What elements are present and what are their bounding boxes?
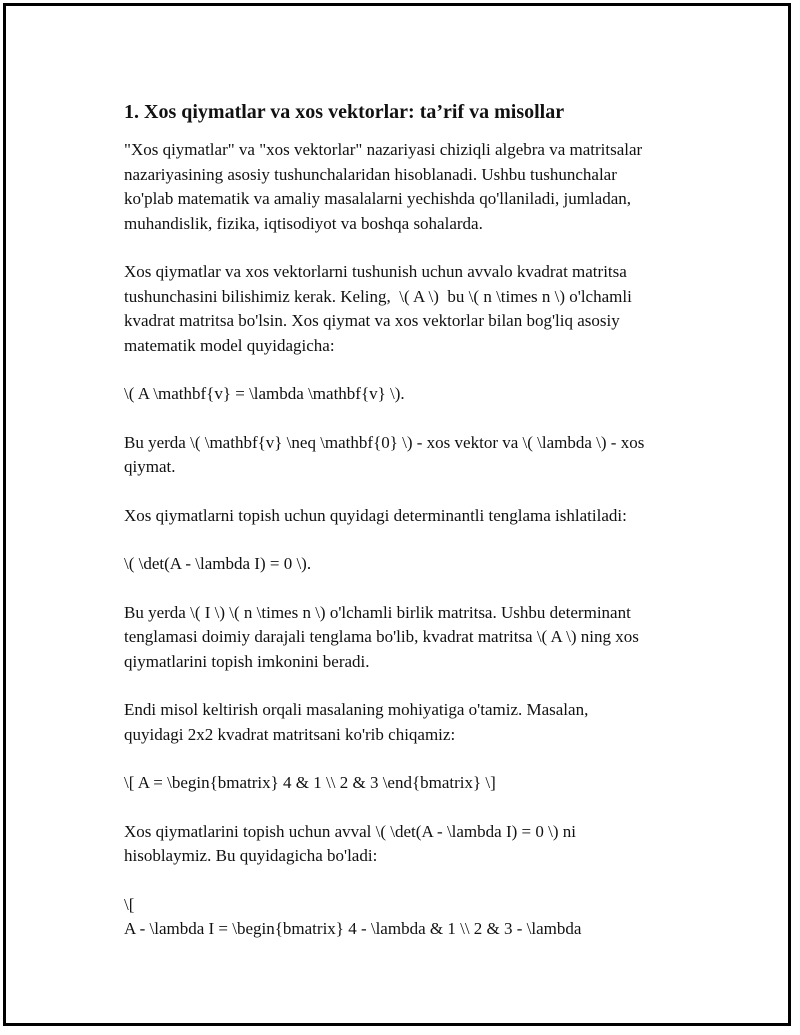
paragraph-determinant-intro: Xos qiymatlarni topish uchun quyidagi determinantli tenglama ishlatiladi: [124,505,627,525]
paragraph-intro: "Xos qiymatlar" va "xos vektorlar" nazariyasi chiziqli algebra va matritsalar nazariyasining asosiy tushunchalaridan hisoblanadi. Ushbu tushunchalar ko'plab matematik va amaliy masalalarni yechishda qo'llaniladi, jumladan, muhandislik, fizika, iqtisodiyot va boshqa sohalarda. [124,140,643,233]
document-body [124,98,704,966]
paragraph-example-intro: Endi misol keltirish orqali masalaning mohiyatiga o'tamiz. Masalan, quyidagi 2x2 kvadrat matritsani ko'rib chiqamiz: [124,700,589,744]
paragraph-vector-explanation: Bu yerda \( \mathbf{v} \neq \mathbf{0} \) - xos vektor va \( \lambda \) - xos qiymat. [124,432,645,476]
equation-characteristic: \( \det(A - \lambda I) = 0 \). [124,554,312,573]
paragraph-compute-det: Xos qiymatlarini topish uchun avval \( \det(A - \lambda I) = 0 \) ni hisoblaymiz. Bu quyidagicha bo'ladi: [124,821,576,865]
paragraph-identity-matrix: Bu yerda \( I \) \( n \times n \) o'lchamli birlik matritsa. Ushbu determinant tenglamasi doimiy darajali tenglama bo'lib, kvadrat matritsa \( A \) ning xos qiymatlarini topish imkonini beradi. [124,602,639,671]
equation-a-minus-lambda-i: \[ A - \lambda I = \begin{bmatrix} 4 - \lambda & 1 \\ 2 & 3 - \lambda [124,894,582,938]
paragraph-square-matrix: Xos qiymatlar va xos vektorlarni tushunish uchun avvalo kvadrat matritsa tushunchasini bilishimiz kerak. Keling, \( A \) bu \( n \times n \) o'lchamli kvadrat matritsa bo'lsin. Xos qiymat va xos vektorlar bilan bog'liq asosiy matematik model quyidagicha: [124,262,632,355]
equation-example-matrix: \[ A = \begin{bmatrix} 4 & 1 \\ 2 & 3 \end{bmatrix} \] [124,773,496,792]
section-title: 1. Xos qiymatlar va xos vektorlar: ta’rif va misollar [124,101,565,123]
page-frame [3,3,791,1026]
equation-eigen-definition: \( A \mathbf{v} = \lambda \mathbf{v} \). [124,384,405,403]
